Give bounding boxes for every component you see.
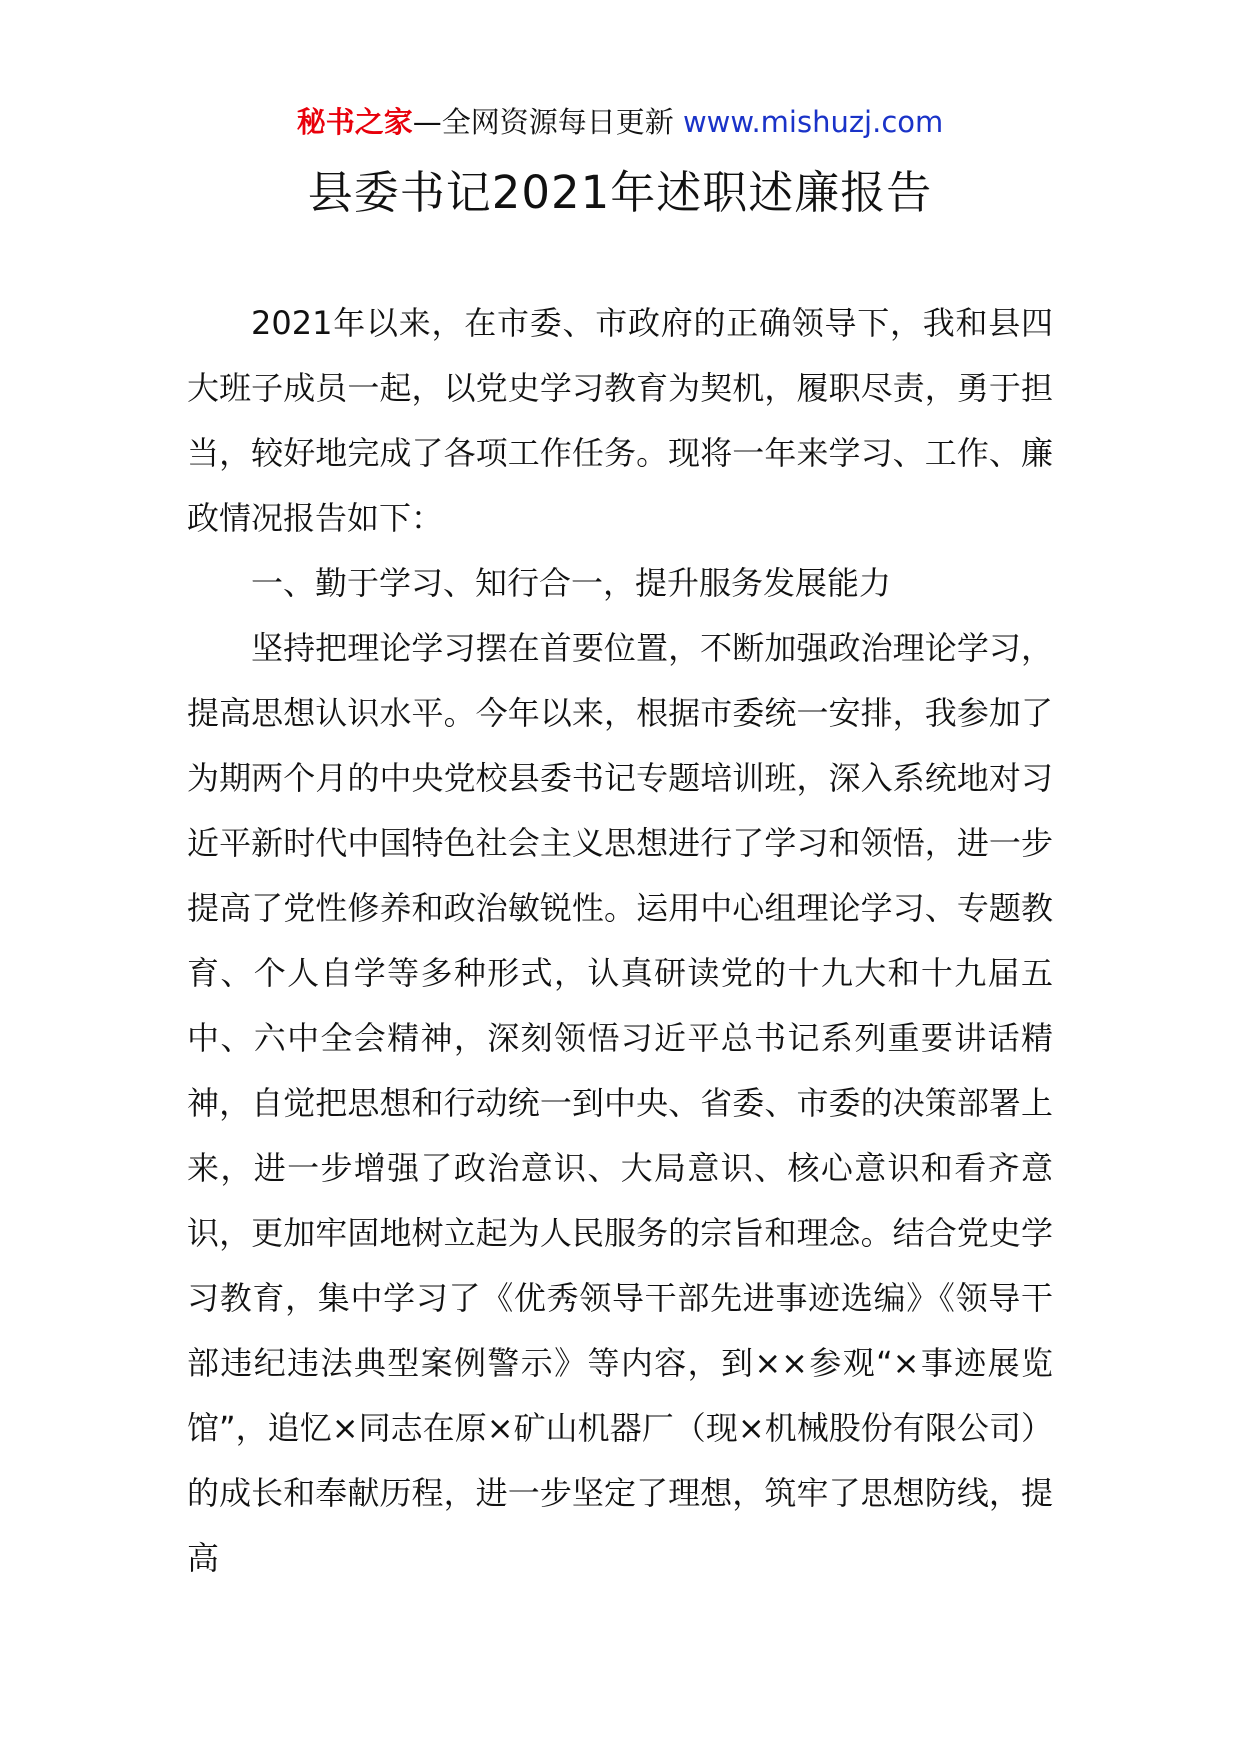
intro-paragraph: 2021年以来，在市委、市政府的正确领导下，我和县四大班子成员一起，以党史学习教育为契机，履职尽责，勇于担当，较好地完成了各项工作任务。现将一年来学习、工作、廉政情况报告如下： <box>187 304 1053 537</box>
brand-name: 秘书之家 <box>296 105 413 139</box>
section-heading-1: 一、勤于学习、知行合一，提升服务发展能力 <box>251 564 892 602</box>
header-tagline: —全网资源每日更新 <box>412 105 674 139</box>
site-url-link[interactable]: www.mishuzj.com <box>682 105 944 139</box>
document-title: 县委书记2021年述职述廉报告 <box>307 166 933 219</box>
site-header <box>0 102 1240 142</box>
document-body <box>187 291 1053 1591</box>
section-1-paragraph: 坚持把理论学习摆在首要位置，不断加强政治理论学习，提高思想认识水平。今年以来，根据市委统一安排，我参加了为期两个月的中央党校县委书记专题培训班，深入系统地对习近平新时代中国特色社会主义思想进行了学习和领悟，进一步提高了党性修养和政治敏锐性。运用中心组理论学习、专题教育、个人自学等多种形式，认真研读党的十九大和十九届五中、六中全会精神，深刻领悟习近平总书记系列重要讲话精神，自觉把思想和行动统一到中央、省委、市委的决策部署上来，进一步增强了政治意识、大局意识、核心意识和看齐意识，更加牢固地树立起为人民服务的宗旨和理念。结合党史学习教育，集中学习了《优秀领导干部先进事迹选编》《领导干部违纪违法典型案例警示》等内容，到××参观“×事迹展览馆”，追忆×同志在原×矿山机器厂（现×机械股份有限公司）的成长和奉献历程，进一步坚定了理想，筑牢了思想防线，提高 <box>187 629 1053 1577</box>
